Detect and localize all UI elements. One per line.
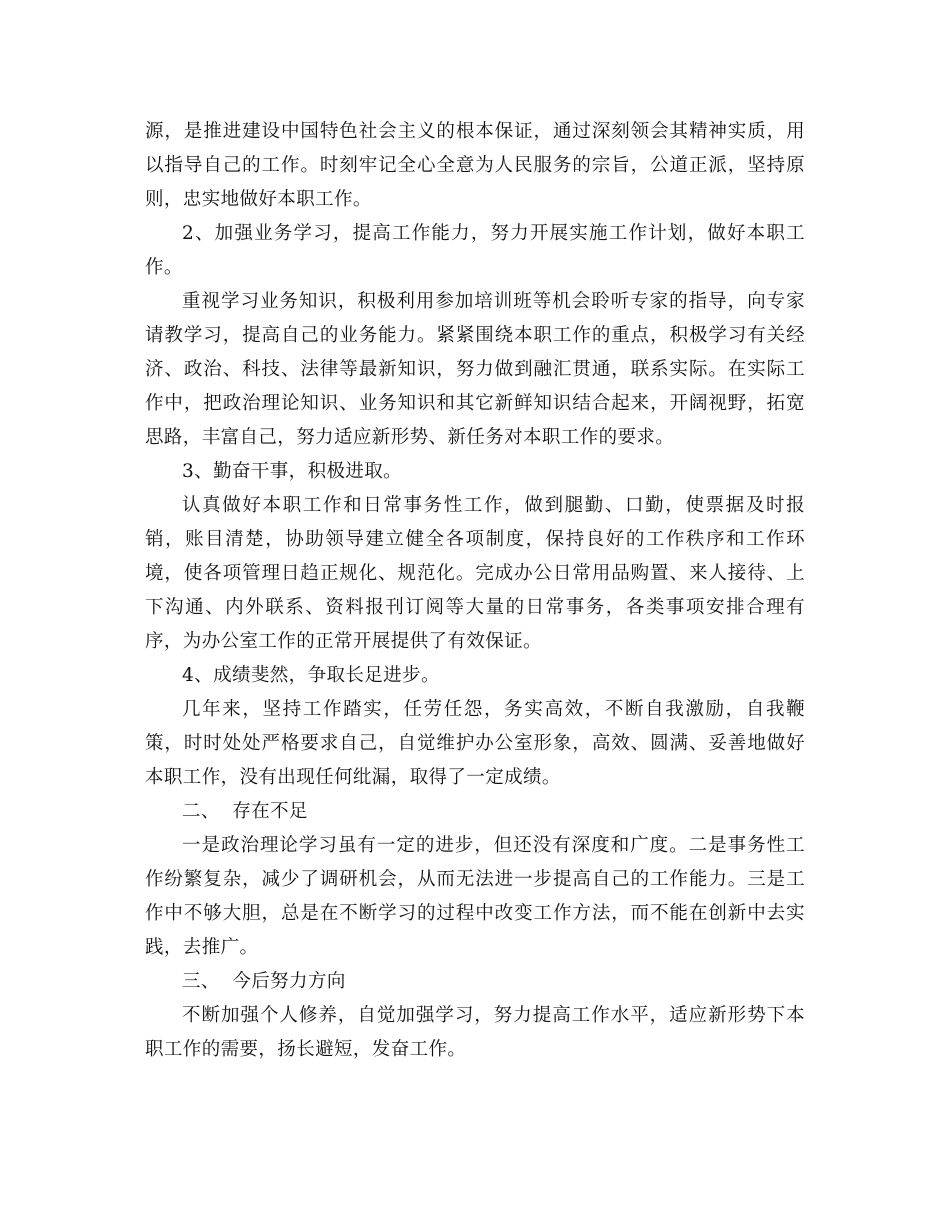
section-heading-4: 4、成绩斐然，争取长足进步。 xyxy=(182,665,440,686)
paragraph-shortcomings: 一是政治理论学习虽有一定的进步，但还没有深度和广度。二是事务性工作纷繁复杂，减少了调研机会，从而无法进一步提高自己的工作能力。三是工作中不够大胆，总是在不断学习的过程中改变工作方法，而不能在创新中去实践，去推广。 xyxy=(145,835,805,958)
paragraph-daily-work: 认真做好本职工作和日常事务性工作，做到腿勤、口勤，使票据及时报销，账目清楚，协助领导建立健全各项制度，保持良好的工作秩序和工作环境，使各项管理日趋正规化、规范化。完成办公日常用品购置、来人接待、上下沟通、内外联系、资料报刊订阅等大量的日常事务，各类事项安排合理有序，为办公室工作的正常开展提供了有效保证。 xyxy=(145,495,805,652)
document-body xyxy=(145,115,805,1067)
section-heading-3: 3、勤奋干事，积极进取。 xyxy=(182,461,403,482)
section-heading-future-direction: 三、 今后努力方向 xyxy=(182,971,346,992)
paragraph-future-direction: 不断加强个人修养，自觉加强学习，努力提高工作水平，适应新形势下本职工作的需要，扬长避短，发奋工作。 xyxy=(145,1005,805,1060)
section-heading-2: 2、加强业务学习，提高工作能力，努力开展实施工作计划，做好本职工作。 xyxy=(145,223,805,278)
paragraph-achievements: 几年来，坚持工作踏实，任劳任怨，务实高效，不断自我激励，自我鞭策，时时处处严格要求自己，自觉维护办公室形象，高效、圆满、妥善地做好本职工作，没有出现任何纰漏，取得了一定成绩。 xyxy=(145,699,805,788)
paragraph-business-study: 重视学习业务知识，积极利用参加培训班等机会聆听专家的指导，向专家请教学习，提高自己的业务能力。紧紧围绕本职工作的重点，积极学习有关经济、政治、科技、法律等最新知识，努力做到融汇贯通，联系实际。在实际工作中，把政治理论知识、业务知识和其它新鲜知识结合起来，开阔视野，拓宽思路，丰富自己，努力适应新形势、新任务对本职工作的要求。 xyxy=(145,291,805,448)
paragraph-continuation: 源，是推进建设中国特色社会主义的根本保证，通过深刻领会其精神实质，用以指导自己的工作。时刻牢记全心全意为人民服务的宗旨，公道正派，坚持原则，忠实地做好本职工作。 xyxy=(145,121,805,210)
section-heading-shortcomings: 二、 存在不足 xyxy=(182,801,308,822)
